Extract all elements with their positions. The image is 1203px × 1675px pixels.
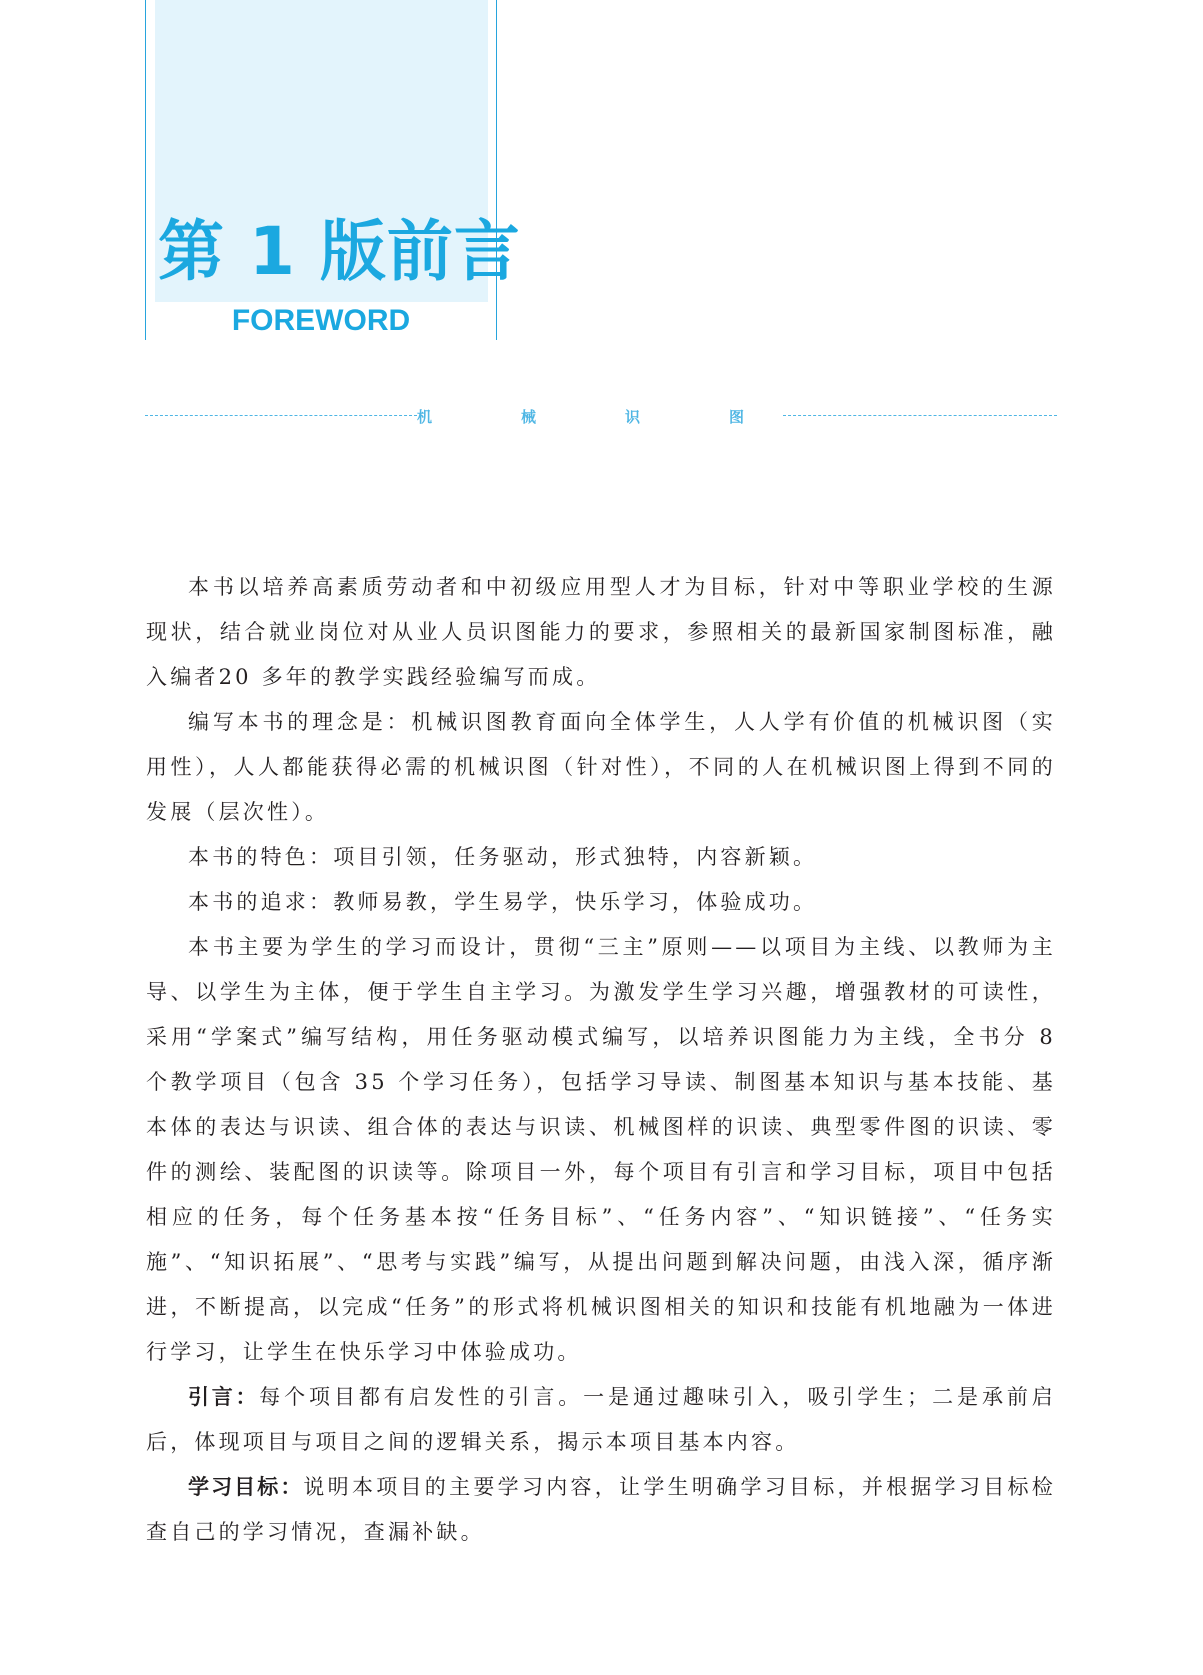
banner-char: 图 <box>729 408 745 426</box>
paragraph <box>146 925 1056 1375</box>
running-banner <box>417 404 783 430</box>
title-block <box>145 0 521 340</box>
paragraph-text: 说明本项目的主要学习内容，让学生明确学习目标，并根据学习目标检查自己的学习情况，查漏补缺。 <box>146 1475 1057 1544</box>
paragraph <box>146 1465 1056 1555</box>
paragraph <box>146 700 1056 835</box>
paragraph <box>146 880 1056 925</box>
banner-char: 识 <box>625 408 641 426</box>
paragraph-text: 每个项目都有启发性的引言。一是通过趣味引入，吸引学生；二是承前启后，体现项目与项目之间的逻辑关系，揭示本项目基本内容。 <box>146 1385 1056 1454</box>
paragraph-text: 本书的追求：教师易教，学生易学，快乐学习，体验成功。 <box>188 890 818 914</box>
divider-right <box>783 415 1057 416</box>
paragraph <box>146 1375 1056 1465</box>
paragraph-lead: 学习目标： <box>188 1475 304 1499</box>
page-title: 第 1 版前言 <box>158 213 521 290</box>
paragraph <box>146 835 1056 880</box>
paragraph-text: 本书的特色：项目引领，任务驱动，形式独特，内容新颖。 <box>188 845 818 869</box>
banner-char: 机 <box>417 408 433 426</box>
paragraph-text: 编写本书的理念是：机械识图教育面向全体学生，人人学有价值的机械识图（实用性），人人都能获得必需的机械识图（针对性），不同的人在机械识图上得到不同的发展（层次性）。 <box>146 710 1056 824</box>
paragraph <box>146 565 1056 700</box>
banner-char: 械 <box>521 408 537 426</box>
divider-left <box>145 415 417 416</box>
body-text <box>146 565 1056 1555</box>
paragraph-text: 本书主要为学生的学习而设计，贯彻“三主”原则——以项目为主线、以教师为主导、以学生为主体，便于学生自主学习。为激发学生学习兴趣，增强教材的可读性，采用“学案式”编写结构，用任务驱动模式编写，以培养识图能力为主线，全书分 8 个教学项目（包含 35 个学习任务），包括学习导读、制图基本知识与基本技能、基本体的表达与识读、组合体的表达与识读、机械图样的识读、典型零件图的识读、零件的测绘、装配图的识读等。除项目一外，每个项目有引言和学习目标，项目中包括相应的任务，每个任务基本按“任务目标”、“任务内容”、“知识链接”、“任务实施”、“知识拓展”、“思考与实践”编写，从提出问题到解决问题，由浅入深，循序渐进，不断提高，以完成“任务”的形式将机械识图相关的知识和技能有机地融为一体进行学习，让学生在快乐学习中体验成功。 <box>146 935 1056 1364</box>
page-subtitle: FOREWORD <box>231 304 411 337</box>
paragraph-lead: 引言： <box>188 1385 260 1409</box>
paragraph-text: 本书以培养高素质劳动者和中初级应用型人才为目标，针对中等职业学校的生源现状，结合就业岗位对从业人员识图能力的要求，参照相关的最新国家制图标准，融入编者20 多年的教学实践经验编写而成。 <box>146 575 1056 689</box>
